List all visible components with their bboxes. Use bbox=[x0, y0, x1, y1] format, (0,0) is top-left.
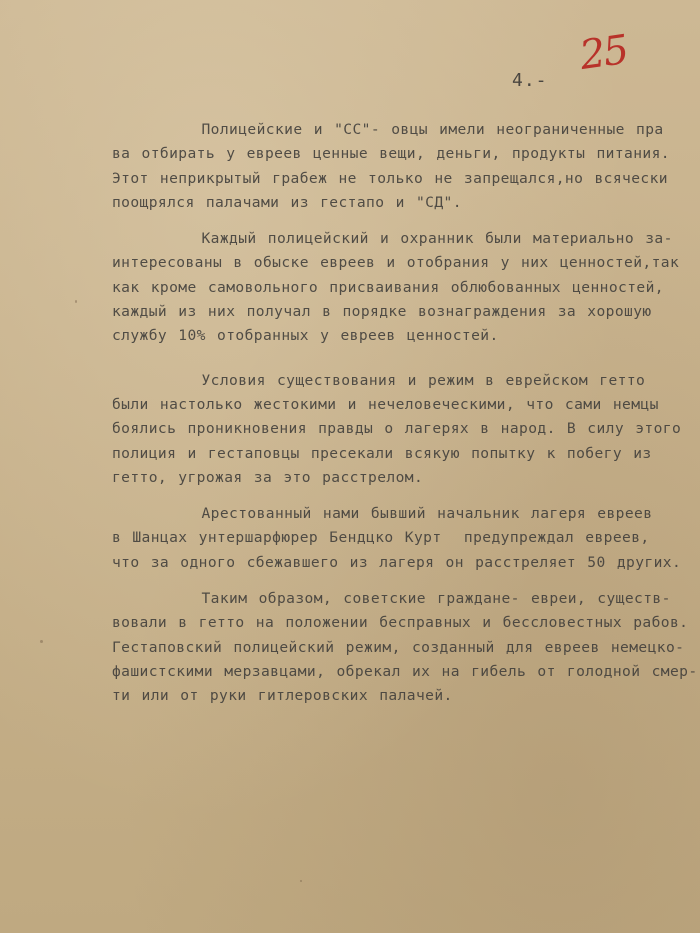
paragraph-4 bbox=[112, 502, 700, 575]
text-line: как кроме самовольного присваивания облюбованных ценностей, bbox=[112, 278, 664, 296]
paper-speck bbox=[300, 880, 302, 882]
text-line: каждый из них получал в порядке вознаграждения за хорошую bbox=[112, 303, 652, 321]
paragraph-2 bbox=[112, 227, 700, 348]
text-line: Этот неприкрытый грабеж не только не запрещался,но всячески bbox=[112, 169, 668, 187]
paragraph-3 bbox=[112, 369, 700, 490]
paragraph-5 bbox=[112, 587, 700, 708]
text-line: что за одного сбежавшего из лагеря он расстреляет 50 других. bbox=[112, 553, 682, 571]
text-line: Каждый полицейский и охранник были материально за- bbox=[112, 230, 673, 248]
paragraph-1 bbox=[112, 118, 700, 215]
text-line: Арестованный нами бывший начальник лагеря евреев bbox=[112, 505, 653, 523]
text-line: гетто, угрожая за это расстрелом. bbox=[112, 468, 424, 486]
handwritten-folio-number: 25 bbox=[577, 26, 630, 80]
text-line: службу 10% отобранных у евреев ценностей. bbox=[112, 327, 499, 345]
text-line: вовали в гетто на положении бесправных и бессловестных рабов. bbox=[112, 614, 689, 632]
paper-speck bbox=[75, 300, 77, 303]
typed-body-text bbox=[112, 118, 700, 709]
text-line: интересованы в обыске евреев и отобрания у них ценностей,так bbox=[112, 254, 680, 272]
paper-speck bbox=[40, 640, 43, 643]
page-number: 4.- bbox=[512, 70, 548, 91]
text-line: в Шанцах унтершарфюрер Бендцко Курт предупреждал евреев, bbox=[112, 529, 650, 547]
text-line: Таким образом, советские граждане- евреи, существ- bbox=[112, 590, 671, 608]
text-line: были настолько жестокими и нечеловеческими, что сами немцы bbox=[112, 395, 659, 413]
text-line: Гестаповский полицейский режим, созданный для евреев немецко- bbox=[112, 638, 685, 656]
text-line: Полицейские и "СС"- овцы имели неограниченные пра bbox=[112, 121, 664, 138]
text-line: фашистскими мерзавцами, обрекал их на гибель от голодной смер- bbox=[112, 662, 698, 680]
text-line: Условия существования и режим в еврейском гетто bbox=[112, 371, 646, 389]
text-line: ва отбирать у евреев ценные вещи, деньги, продукты питания. bbox=[112, 145, 670, 163]
text-line: ти или от руки гитлеровских палачей. bbox=[112, 687, 453, 705]
text-line: боялись проникновения правды о лагерях в народ. В силу этого bbox=[112, 420, 682, 438]
text-line: поощрялся палачами из гестапо и "СД". bbox=[112, 193, 462, 211]
text-line: полиция и гестаповцы пресекали всякую попытку к побегу из bbox=[112, 444, 652, 462]
